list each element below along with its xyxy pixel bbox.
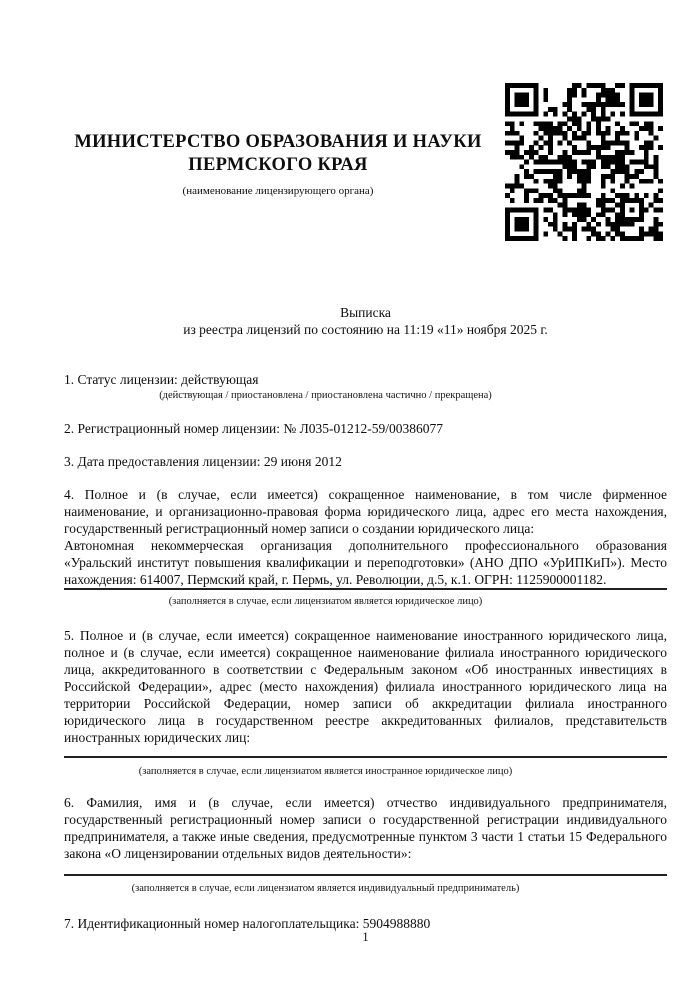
foreign-entity-blank-line [64, 746, 667, 758]
licensing-authority-caption: (наименование лицензирующего органа) [182, 185, 374, 197]
license-status-line: 1. Статус лицензии: действующая [64, 372, 259, 387]
foreign-entity-question: 5. Полное и (в случае, если имеется) сокращенное наименование иностранного юридического лица, полное и (в случае, если имеется) сокращенное наименование филиала иностранного юридического лица, аккредитованного в соответствии с Федеральным законом «Об иностранных инвестициях в Российской Федерации», адрес (место нахождения) филиала иностранного юридического лица на территории Российской Федерации, номер записи об аккредитации филиала иностранного юридического лица в государственном реестре аккредитованных филиалов, представительств иностранных юридических лиц: [64, 628, 667, 745]
individual-entrepreneur-caption: (заполняется в случае, если лицензиатом является индивидуальный предприниматель) [131, 883, 520, 894]
ministry-name-line1: МИНИСТЕРСТВО ОБРАЗОВАНИЯ И НАУКИ [74, 132, 482, 152]
page-number: 1 [362, 930, 369, 944]
taxpayer-number-line: 7. Идентификационный номер налогоплательщика: 5904988880 [64, 916, 431, 931]
individual-entrepreneur-question: 6. Фамилия, имя и (в случае, если имеется) отчество индивидуального предпринимателя, государственный регистрационный номер записи о государственной регистрации индивидуального предпринимателя, а также иные сведения, предусмотренные пунктом 3 части 1 статьи 15 Федерального закона «О лицензировании отдельных видов деятельности»: [64, 795, 667, 861]
legal-entity-caption: (заполняется в случае, если лицензиатом является юридическое лицо) [168, 596, 483, 607]
legal-entity-question: 4. Полное и (в случае, если имеется) сокращенное наименование, в том числе фирменное наименование, и организационно-правовая форма юридического лица, адрес его места нахождения, государственный регистрационный номер записи о создании юридического лица: [64, 487, 667, 536]
foreign-entity-caption: (заполняется в случае, если лицензиатом является иностранное юридическое лицо) [138, 766, 513, 777]
registration-number-line: 2. Регистрационный номер лицензии: № Л035-01212-59/00386077 [64, 421, 444, 436]
licensing-authority-header [62, 131, 494, 198]
document-subtitle: из реестра лицензий по состоянию на 11:19 «11» ноября 2025 г. [183, 322, 548, 337]
license-status-caption: (действующая / приостановлена / приостановлена частично / прекращена) [159, 390, 492, 401]
legal-entity-answer: Автономная некоммерческая организация дополнительного профессионального образования «Уральский институт повышения квалификации и переподготовки» (АНО ДПО «УрИПКиП»). Место нахождения: 614007, Пермский край, г. Пермь, ул. Революции, д.5, к.1. ОГРН: 1125900001182. [64, 537, 667, 590]
grant-date-line: 3. Дата предоставления лицензии: 29 июня 2012 [64, 454, 342, 469]
individual-entrepreneur-blank-line [64, 862, 667, 876]
document-title: Выписка [340, 305, 391, 320]
document-body [64, 304, 667, 932]
qr-code [505, 83, 663, 241]
ministry-name-line2: ПЕРМСКОГО КРАЯ [188, 155, 368, 175]
